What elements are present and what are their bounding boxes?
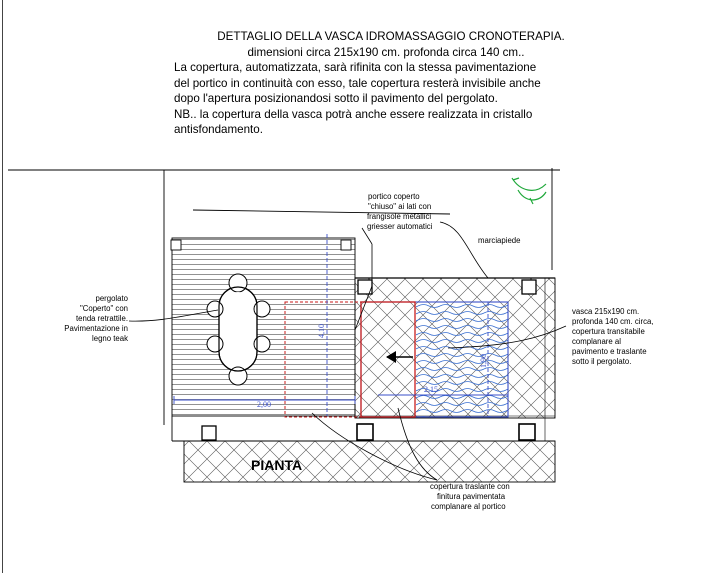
svg-text:frangisole metallici: frangisole metallici bbox=[367, 212, 432, 221]
svg-text:sotto il pergolato.: sotto il pergolato. bbox=[572, 357, 632, 366]
dimension-label-pool-width: 2,15 bbox=[424, 385, 438, 394]
pillar bbox=[522, 280, 536, 294]
svg-text:"chiuso" ai lati con: "chiuso" ai lati con bbox=[368, 202, 432, 211]
description-line: La copertura, automatizzata, sarà rifinita con la stessa pavimentazione bbox=[174, 61, 537, 74]
drawing-label: PIANTA bbox=[251, 457, 303, 473]
chair bbox=[229, 274, 247, 292]
svg-text:copertura traslante con: copertura traslante con bbox=[430, 482, 510, 491]
pillar bbox=[357, 424, 373, 440]
svg-text:vasca 215x190 cm.: vasca 215x190 cm. bbox=[572, 307, 640, 316]
annotation-copertura bbox=[430, 482, 510, 511]
chair bbox=[207, 301, 223, 317]
svg-text:copertura transitabile: copertura transitabile bbox=[572, 327, 645, 336]
leader-line-marciapiede bbox=[440, 222, 488, 278]
annotation-marciapiede: marciapiede bbox=[478, 236, 521, 245]
pergola-deck bbox=[172, 238, 355, 416]
description-line: NB.. la copertura della vasca potrà anche essere realizzata in cristallo bbox=[174, 107, 533, 121]
annotation-vasca bbox=[572, 307, 653, 366]
pillar bbox=[171, 240, 181, 250]
svg-text:complanare al: complanare al bbox=[572, 337, 621, 346]
svg-text:"Coperto" con: "Coperto" con bbox=[79, 304, 128, 313]
svg-text:griesser automatici: griesser automatici bbox=[367, 222, 433, 231]
dimension-label-pergola-depth: 4,10 bbox=[317, 324, 326, 338]
pillar bbox=[519, 424, 535, 440]
pillar bbox=[202, 426, 216, 440]
description-line: dopo l'apertura posizionandosi sotto il pavimento del pergolato. bbox=[174, 92, 498, 105]
pillar bbox=[341, 240, 351, 250]
annotation-portico bbox=[367, 192, 433, 231]
pool-water bbox=[416, 302, 508, 417]
annotation-pergolato bbox=[64, 294, 128, 343]
dimensions-line: dimensioni circa 215x190 cm. profonda circa 140 cm.. bbox=[247, 45, 525, 59]
description-line: antisfondamento. bbox=[174, 123, 263, 136]
dimension-label-pool-depth: 1,90 bbox=[479, 354, 488, 368]
title: DETTAGLIO DELLA VASCA IDROMASSAGGIO CRONOTERAPIA. bbox=[217, 30, 565, 43]
svg-text:pergolato: pergolato bbox=[95, 294, 128, 303]
description-line: del portico in continuità con esso, tale copertura resterà invisibile anche bbox=[174, 76, 541, 90]
svg-text:portico coperto: portico coperto bbox=[368, 192, 420, 201]
svg-text:profonda 140 cm. circa,: profonda 140 cm. circa, bbox=[572, 317, 654, 326]
tree-symbol bbox=[512, 178, 546, 204]
svg-text:Pavimentazione in: Pavimentazione in bbox=[64, 324, 128, 333]
svg-text:legno teak: legno teak bbox=[92, 334, 128, 343]
dining-table-top bbox=[224, 292, 252, 366]
chair bbox=[207, 336, 223, 352]
svg-text:pavimento e traslante: pavimento e traslante bbox=[572, 347, 647, 356]
svg-text:finitura pavimentata: finitura pavimentata bbox=[437, 492, 506, 501]
dimension-label-pergola-width: 2,00 bbox=[257, 400, 271, 409]
svg-text:tenda retrattile.: tenda retrattile. bbox=[75, 314, 128, 323]
svg-text:complanare al portico: complanare al portico bbox=[431, 502, 506, 511]
bottom-paving bbox=[184, 441, 555, 482]
